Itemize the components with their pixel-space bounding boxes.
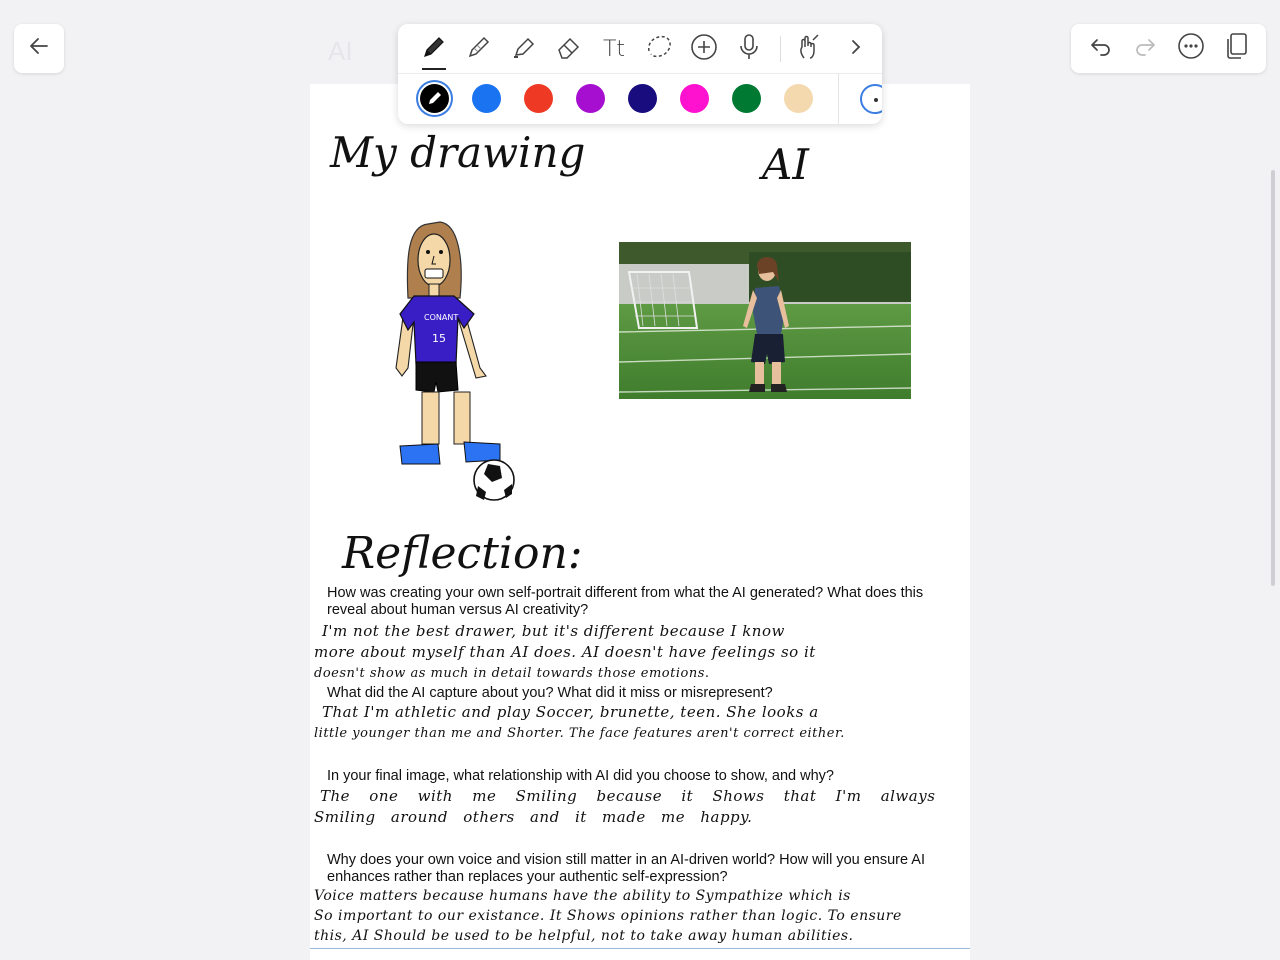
question-4: Why does your own voice and vision still matter in an AI-driven world? How will you ensure AI enhances rather than replaces your authentic self-expression? [327, 852, 925, 885]
color-swatch-black[interactable] [420, 84, 449, 113]
document-title: AI [328, 36, 353, 66]
text-tool-icon: Tt [602, 36, 626, 62]
add-icon [689, 32, 719, 67]
answer-3-line-1: The one with me Smiling because it Shows that I'm always [320, 787, 936, 805]
question-1: How was creating your own self-portrait different from what the AI generated? What does this reveal about human versus AI creativity? [327, 585, 924, 618]
answer-2-line-2: little younger than me and Shorter. The face features aren't correct either. [314, 726, 845, 741]
microphone-icon [734, 32, 764, 67]
document-actions [1071, 24, 1266, 73]
eraser-icon [554, 32, 584, 67]
eraser-tool[interactable] [553, 33, 585, 65]
palette-divider [838, 74, 839, 124]
add-tool[interactable] [688, 33, 720, 65]
color-palette [398, 74, 882, 124]
self-portrait-drawing [388, 218, 523, 508]
chevron-right-icon [846, 37, 866, 62]
question-3: In your final image, what relationship with AI did you choose to show, and why? [327, 768, 834, 784]
pages-icon[interactable] [1223, 32, 1249, 65]
toolbar-divider [780, 36, 781, 62]
notebook-page[interactable] [310, 84, 970, 960]
drawing-toolbar [398, 24, 882, 124]
answer-4-line-1: Voice matters because humans have the ability to Sympathize which is [314, 888, 851, 904]
ai-label: AI [762, 140, 809, 189]
text-tool[interactable] [598, 33, 630, 65]
arrow-left-icon [27, 34, 51, 63]
color-swatch-purple[interactable] [576, 84, 605, 113]
reflection-title: Reflection: [342, 528, 583, 579]
touch-draw-tool[interactable] [793, 33, 825, 65]
answer-4-line-2: So important to our existance. It Shows opinions rather than logic. To ensure [314, 908, 902, 924]
scrollbar[interactable] [1271, 170, 1275, 586]
back-button[interactable] [14, 24, 64, 73]
color-swatch-blue[interactable] [472, 84, 501, 113]
jersey-number: 15 [432, 332, 446, 345]
my-drawing-label: My drawing [330, 128, 586, 177]
answer-4-line-3: this, AI Should be used to be helpful, not to take away human abilities. [314, 928, 854, 944]
touch-draw-icon [794, 32, 824, 67]
highlighter-tool[interactable] [508, 33, 540, 65]
pencil-tool[interactable] [463, 33, 495, 65]
color-swatch-magenta[interactable] [680, 84, 709, 113]
page-ruled-line [310, 948, 970, 949]
color-swatch-tan[interactable] [784, 84, 813, 113]
answer-2-line-1: That I'm athletic and play Soccer, brunette, teen. She looks a [322, 703, 819, 721]
question-2: What did the AI capture about you? What did it miss or misrepresent? [327, 685, 773, 701]
redo-icon[interactable] [1132, 33, 1158, 64]
answer-1-line-3: doesn't show as much in detail towards those emotions. [314, 666, 710, 681]
answer-3-line-2: Smiling around others and it made me happy. [314, 808, 753, 826]
more-icon[interactable] [1177, 32, 1205, 65]
ai-generated-photo [619, 242, 911, 399]
lasso-icon [643, 31, 675, 68]
pen-icon [420, 84, 449, 113]
tool-row [398, 24, 882, 74]
pen-tool[interactable] [418, 33, 450, 65]
toolbar-more-button[interactable] [840, 33, 872, 65]
color-swatch-green[interactable] [732, 84, 761, 113]
answer-1 [314, 621, 966, 684]
answer-4 [314, 886, 966, 946]
answer-1-line-2: more about myself than AI does. AI doesn't have feelings so it [314, 643, 816, 661]
answer-3 [314, 786, 966, 828]
highlighter-icon [509, 32, 539, 67]
answer-2 [314, 702, 966, 744]
microphone-tool[interactable] [733, 33, 765, 65]
pencil-icon [464, 32, 494, 67]
stroke-size-button[interactable] [860, 84, 882, 114]
pen-icon [419, 32, 449, 67]
jersey-name: CONANT [424, 313, 459, 322]
lasso-tool[interactable] [643, 33, 675, 65]
color-swatch-navy[interactable] [628, 84, 657, 113]
color-swatch-red[interactable] [524, 84, 553, 113]
answer-1-line-1: I'm not the best drawer, but it's different because I know [322, 622, 785, 640]
undo-icon[interactable] [1088, 33, 1114, 64]
